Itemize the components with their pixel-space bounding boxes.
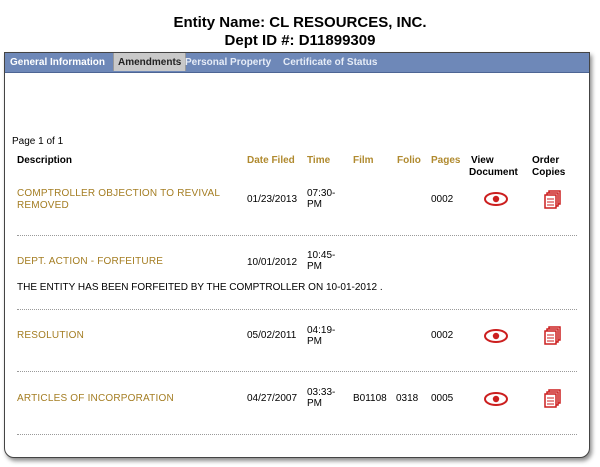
column-film: Film <box>353 155 374 166</box>
row-4-description[interactable]: ARTICLES OF INCORPORATION <box>17 393 174 404</box>
column-pages: Pages <box>431 155 461 166</box>
row-3-view-document-button[interactable] <box>484 329 508 343</box>
eye-icon <box>484 329 508 343</box>
row-separator <box>17 309 577 310</box>
row-separator <box>17 235 577 236</box>
row-1-pages: 0002 <box>431 194 454 205</box>
row-2-note: THE ENTITY HAS BEEN FORFEITED BY THE COMPTROLLER ON 10-01-2012 . <box>17 282 383 293</box>
row-3-description[interactable]: RESOLUTION <box>17 330 85 341</box>
entity-panel <box>4 52 590 458</box>
row-4-view-document-button[interactable] <box>484 392 508 406</box>
row-separator <box>17 434 577 435</box>
column-folio: Folio <box>397 155 421 166</box>
row-1-date-filed: 01/23/2013 <box>247 194 298 205</box>
eye-icon <box>484 392 508 406</box>
pagination-text: Page 1 of 1 <box>12 136 64 147</box>
row-1-description[interactable]: COMPTROLLER OBJECTION TO REVIVAL REMOVED <box>17 188 221 211</box>
row-1-view-document-button[interactable] <box>484 192 508 206</box>
column-description: Description <box>17 155 73 166</box>
row-2-time: 10:45- PM <box>307 250 336 272</box>
eye-icon <box>484 192 508 206</box>
row-2-date-filed: 10/01/2012 <box>247 257 298 268</box>
column-order-copies-line2: Copies <box>532 167 566 178</box>
tab-amendments[interactable]: Amendments <box>113 53 186 71</box>
dept-id-heading: Dept ID #: D11899309 <box>224 32 376 49</box>
row-1-time: 07:30- PM <box>307 188 336 210</box>
column-view-document-line2: Document <box>469 167 518 178</box>
copies-icon <box>544 190 562 210</box>
row-1-order-copies-button[interactable] <box>544 190 562 210</box>
tab-personal-property[interactable]: Personal Property <box>185 57 272 68</box>
row-3-date-filed: 05/02/2011 <box>247 330 297 341</box>
row-4-order-copies-button[interactable] <box>544 389 562 409</box>
row-3-time: 04:19- PM <box>307 325 336 347</box>
row-4-folio: 0318 <box>396 393 419 404</box>
tab-general-information[interactable]: General Information <box>10 57 106 68</box>
tab-certificate-of-status[interactable]: Certificate of Status <box>283 57 378 68</box>
row-4-film: B01108 <box>353 393 387 404</box>
column-order-copies-line1: Order <box>532 155 560 166</box>
column-view-document-line1: View <box>471 155 494 166</box>
row-4-pages: 0005 <box>431 393 454 404</box>
row-3-pages: 0002 <box>431 330 454 341</box>
row-4-time: 03:33- PM <box>307 387 336 409</box>
row-4-date-filed: 04/27/2007 <box>247 393 298 404</box>
copies-icon <box>544 326 562 346</box>
column-time: Time <box>307 155 331 166</box>
tab-bar <box>5 53 589 73</box>
row-separator <box>17 371 577 372</box>
row-2-description[interactable]: DEPT. ACTION - FORFEITURE <box>17 256 164 267</box>
column-date-filed: Date Filed <box>247 155 295 166</box>
row-3-order-copies-button[interactable] <box>544 326 562 346</box>
entity-name-heading: Entity Name: CL RESOURCES, INC. <box>173 14 427 31</box>
copies-icon <box>544 389 562 409</box>
